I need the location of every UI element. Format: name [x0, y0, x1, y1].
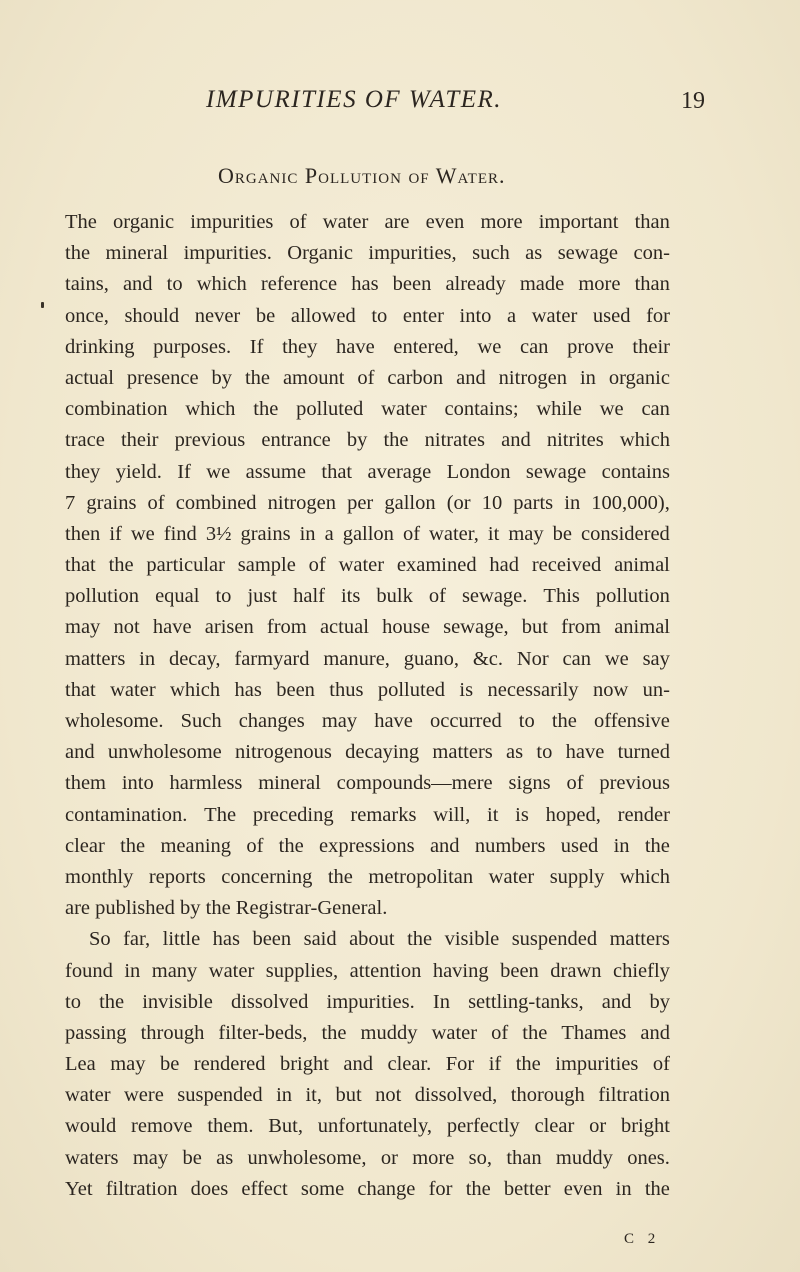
text-line: 7 grains of combined nitrogen per gallon (or 10 parts in 100,000), [65, 491, 670, 514]
text-line: may not have arisen from actual house sewage, but from animal [65, 616, 670, 639]
text-line: wholesome. Such changes may have occurred to the offensive [65, 710, 670, 732]
page-number: 19 [681, 88, 705, 114]
text-line: to the invisible dissolved impurities. In settling-tanks, and by [65, 990, 670, 1013]
text-line: passing through filter-beds, the muddy water of the Thames and [65, 1021, 670, 1044]
text-line: are published by the Registrar-General. [65, 897, 388, 920]
text-line: them into harmless mineral compounds—mere signs of previous [65, 772, 670, 795]
text-line: water were suspended in it, but not dissolved, thorough filtration [65, 1084, 670, 1107]
text-line: combination which the polluted water contains; while we can [65, 398, 670, 421]
text-line: that the particular sample of water examined had received animal [65, 554, 670, 577]
text-line: pollution equal to just half its bulk of sewage. This pollution [65, 585, 670, 608]
text-line: contamination. The preceding remarks will, it is hoped, render [65, 803, 670, 826]
text-line: clear the meaning of the expressions and numbers used in the [65, 834, 670, 857]
text-line: Lea may be rendered bright and clear. For if the impurities of [65, 1053, 670, 1076]
text-line: found in many water supplies, attention having been drawn chiefly [65, 959, 670, 982]
text-line: would remove them. But, unfortunately, perfectly clear or bright [65, 1115, 670, 1138]
text-line: The organic impurities of water are even more important than [65, 211, 670, 233]
text-line: that water which has been thus polluted is necessarily now un- [65, 678, 670, 701]
body-text [65, 207, 670, 1205]
running-title: IMPURITIES OF WATER. [206, 86, 503, 113]
text-line: actual presence by the amount of carbon and nitrogen in organic [65, 366, 670, 389]
text-line: waters may be as unwholesome, or more so, than muddy ones. [65, 1146, 670, 1169]
text-line: So far, little has been said about the visible suspended matters [89, 928, 670, 951]
signature-mark: C 2 [624, 1231, 661, 1247]
text-line: matters in decay, farmyard manure, guano, &c. Nor can we say [65, 647, 670, 670]
text-line: trace their previous entrance by the nitrates and nitrites which [65, 429, 670, 452]
running-head [0, 86, 800, 120]
text-line: tains, and to which reference has been already made more than [65, 273, 670, 296]
text-line: once, should never be allowed to enter into a water used for [65, 304, 670, 327]
text-line: drinking purposes. If they have entered, we can prove their [65, 335, 670, 358]
text-line: Yet filtration does effect some change for the better even in the [65, 1177, 670, 1200]
text-line: then if we find 3½ grains in a gallon of water, it may be considered [65, 522, 670, 545]
text-line: monthly reports concerning the metropolitan water supply which [65, 865, 670, 888]
stray-ink-mark [41, 302, 44, 308]
text-line: they yield. If we assume that average London sewage contains [65, 460, 670, 483]
section-heading: Organic Pollution of Water. [218, 163, 506, 188]
text-line: the mineral impurities. Organic impurities, such as sewage con- [65, 242, 670, 265]
text-line: and unwholesome nitrogenous decaying matters as to have turned [65, 741, 670, 764]
